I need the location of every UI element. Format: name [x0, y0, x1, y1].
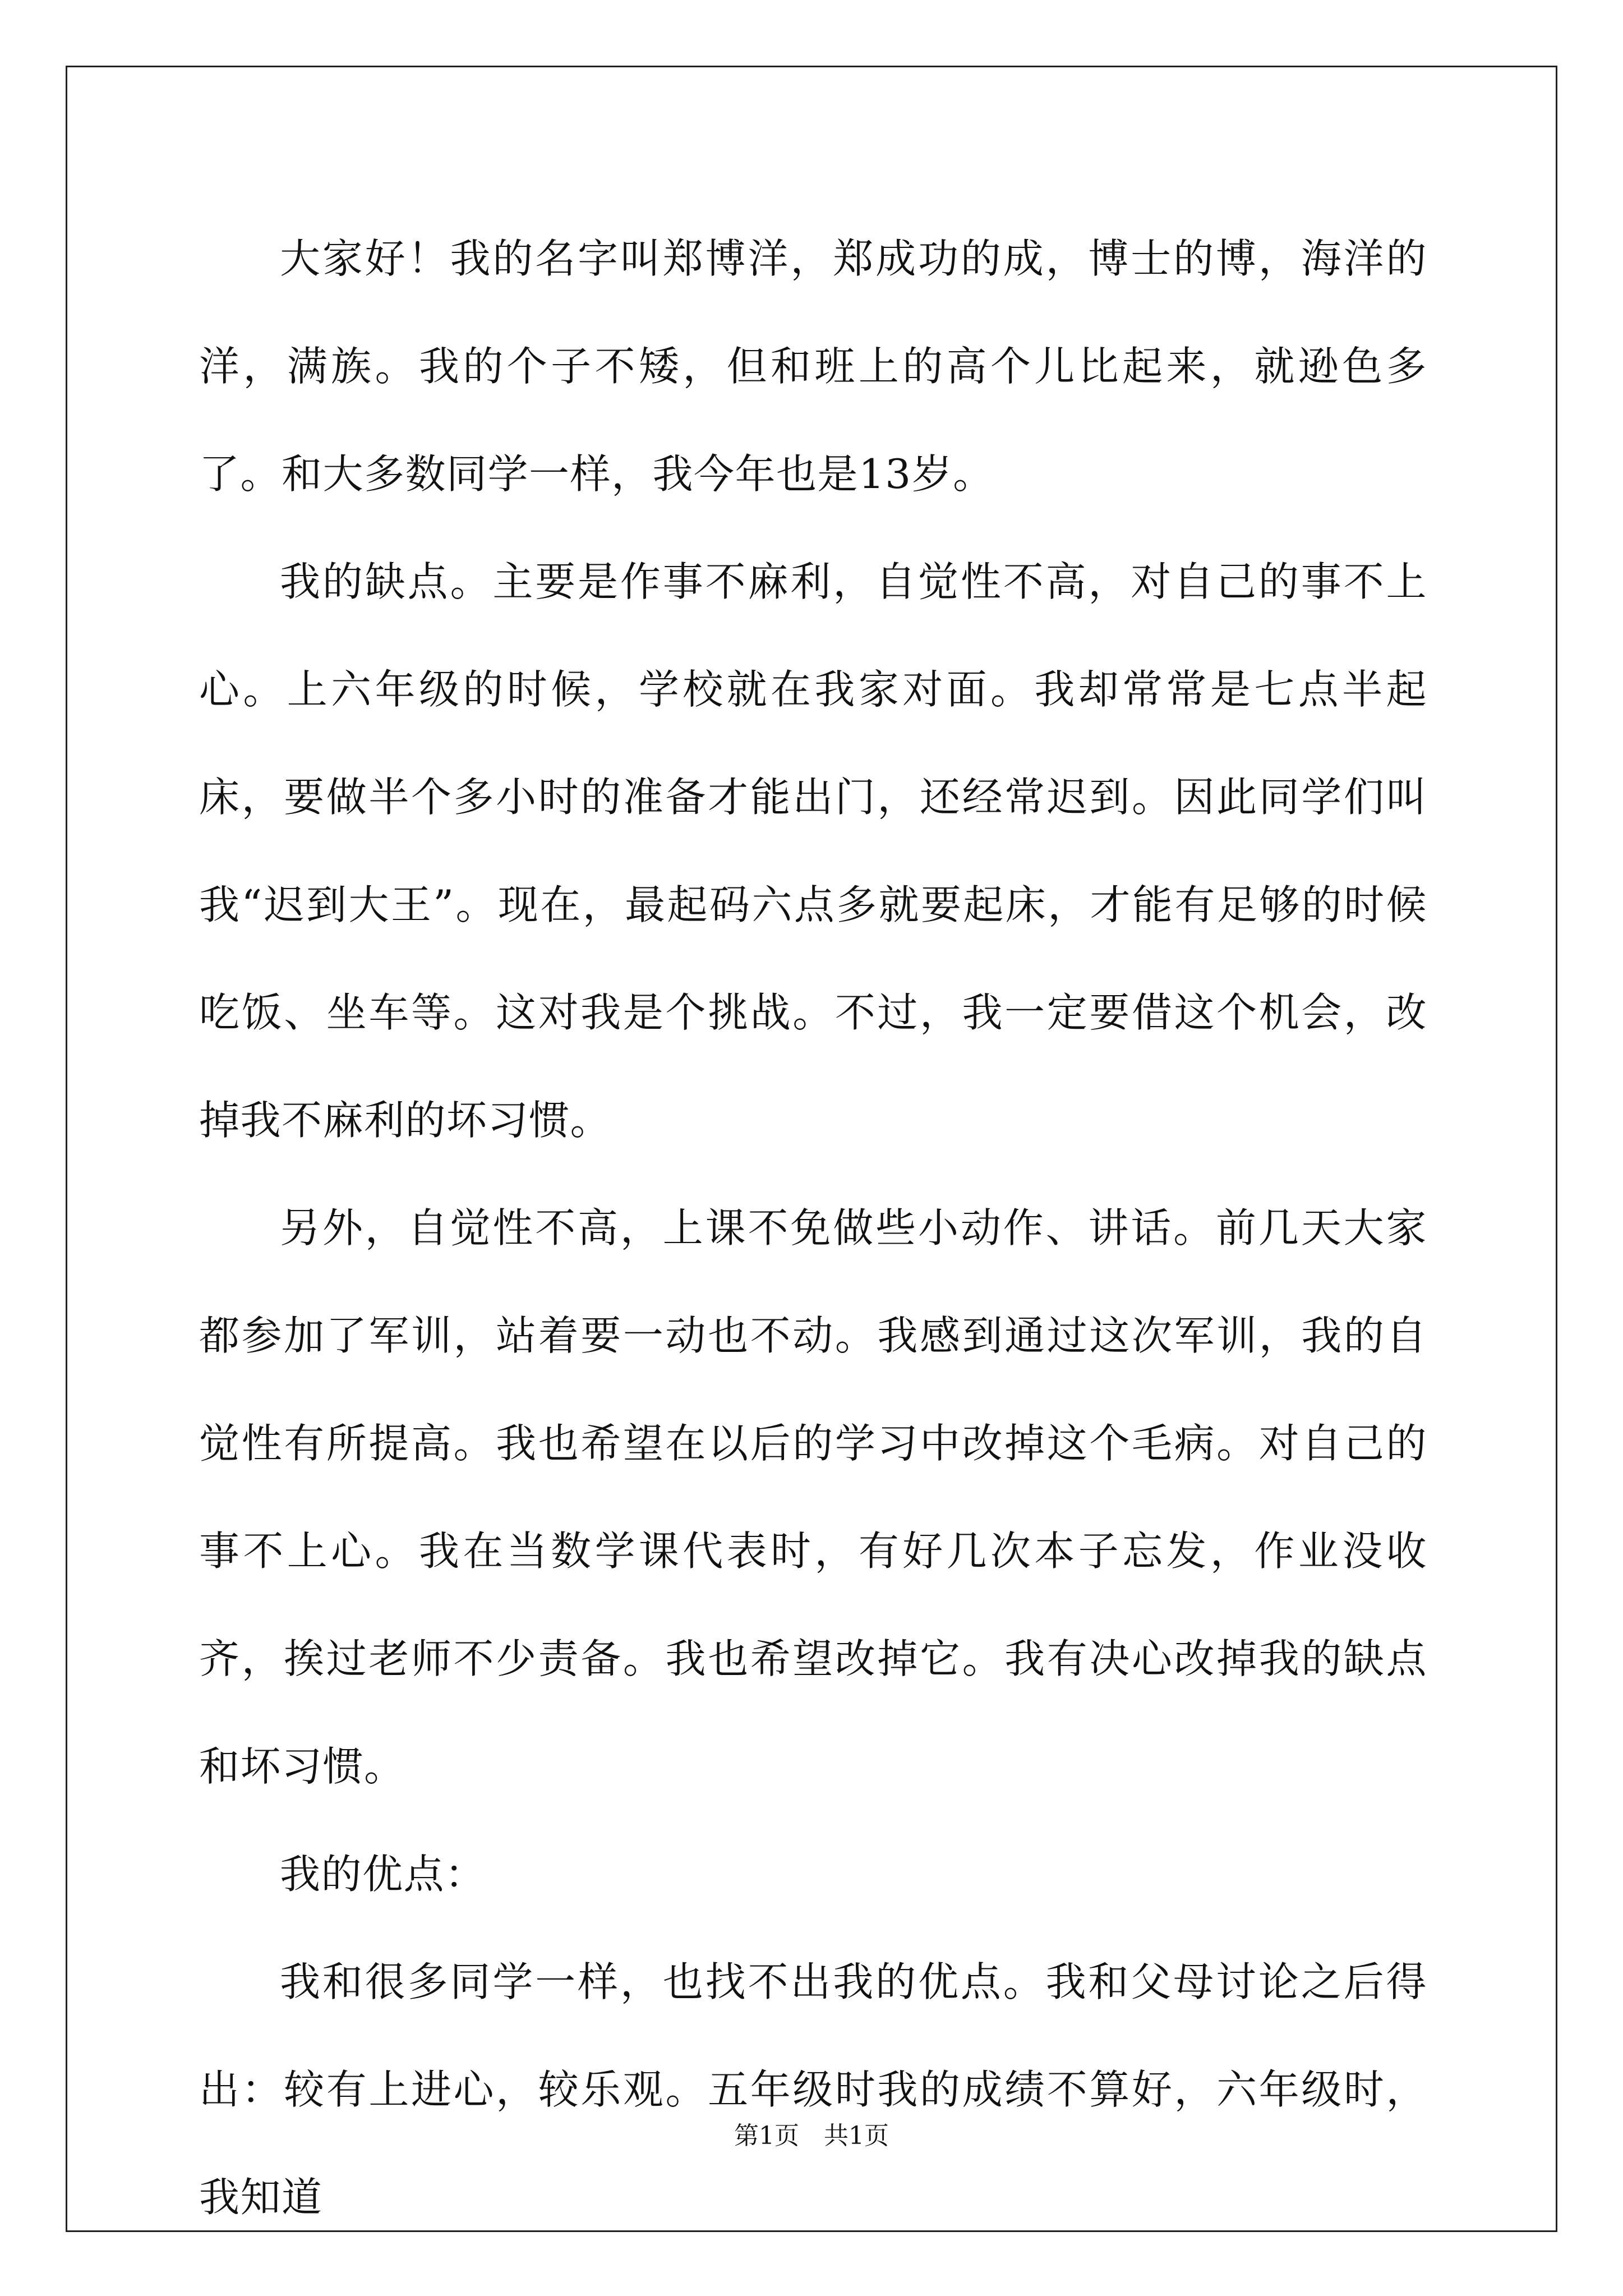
paragraph-shortcomings: 我的缺点。主要是作事不麻利，自觉性不高，对自己的事不上心。上六年级的时候，学校就在我家对面。我却常常是七点半起床，要做半个多小时的准备才能出门，还经常迟到。因此同学们叫我“迟到大王”。现在，最起码六点多就要起床，才能有足够的时候吃饭、坐车等。这对我是个挑战。不过，我一定要借这个机会，改掉我不麻利的坏习惯。 [199, 558, 1427, 1144]
paragraph-strengths-heading: 我的优点： [280, 1851, 486, 1898]
paragraph-strengths: 我和很多同学一样，也找不出我的优点。我和父母讨论之后得出：较有上进心，较乐观。五年级时我的成绩不算好，六年级时，我知道 [199, 1958, 1427, 2221]
document-body [199, 205, 1427, 2251]
paragraph-introduction: 大家好！我的名字叫郑博洋，郑成功的成，博士的博，海洋的洋，满族。我的个子不矮，但和班上的高个儿比起来，就逊色多了。和大多数同学一样，我今年也是13岁。 [199, 235, 1427, 498]
page-number-footer: 第1页 共1页 [734, 2122, 889, 2150]
paragraph-self-discipline: 另外，自觉性不高，上课不免做些小动作、讲话。前几天大家都参加了军训，站着要一动也不动。我感到通过这次军训，我的自觉性有所提高。我也希望在以后的学习中改掉这个毛病。对自己的事不上心。我在当数学课代表时，有好几次本子忘发，作业没收齐，挨过老师不少责备。我也希望改掉它。我有决心改掉我的缺点和坏习惯。 [199, 1204, 1427, 1790]
